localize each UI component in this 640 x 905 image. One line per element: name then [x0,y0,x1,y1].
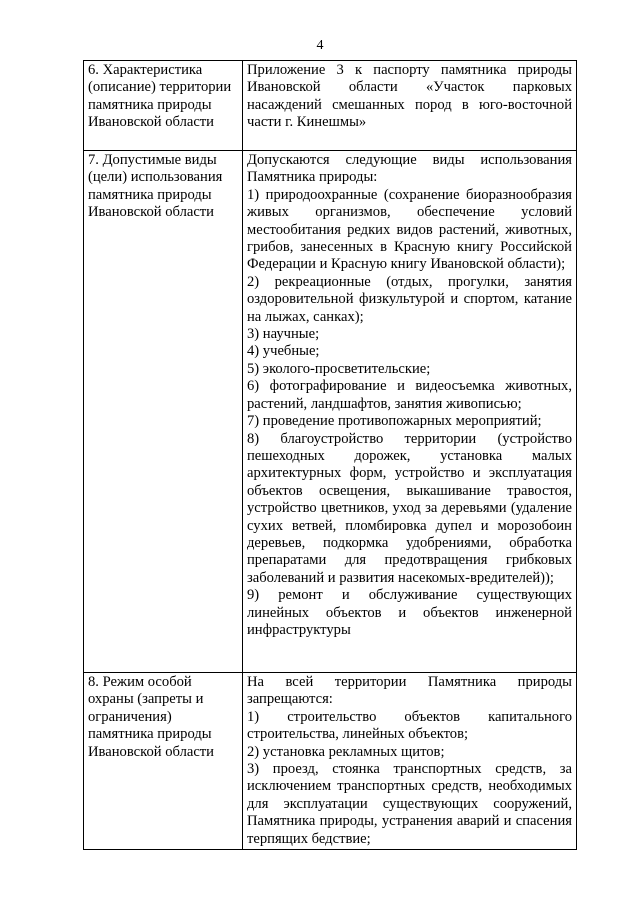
page-number: 4 [316,38,324,53]
row-label: 8. Режим особой охраны (запреты и ограничения) памятника природы Ивановской области [84,673,243,850]
content-paragraph: 4) учебные; [247,343,320,360]
row-label: 6. Характеристика (описание) территории памятника природы Ивановской области [84,61,243,151]
content-paragraph: На всей территории Памятника природы запрещаются: [247,674,572,708]
table-row [84,61,577,151]
content-paragraph: 3) проезд, стоянка транспортных средств, за исключением транспортных средств, необходимых для эксплуатации существующих сооружений, Памятника природы, устранения аварий и спасения терпящих бедствие; [247,761,572,847]
content-paragraph: 3) научные; [247,326,320,343]
content-paragraph: 1) строительство объектов капитального строительства, линейных объектов; [247,708,572,743]
table-row [84,673,577,850]
content-paragraph: 8) благоустройство территории (устройство пешеходных дорожек, установка малых архитектурных форм, устройство и эксплуатация объектов освещения, выкашивание травостоя, устройство цветников, уход за деревьями (удаление сухих ветвей, пломбировка дупел и морозобоин деревьев, подкормка удобрениями, обработка препаратами для предотвращения грибковых заболеваний и развития насекомых-вредителей)); [247,430,572,586]
content-paragraph: 1) природоохранные (сохранение биоразнообразия живых организмов, обеспечение условий местообитания редких видов растений, животных, грибов, занесенных в Красную книгу Российской Федерации и Красную книгу Ивановской области); [247,186,572,273]
row-content [243,151,577,673]
content-paragraph: 5) эколого-просветительские; [247,360,431,377]
content-paragraph: 2) рекреационные (отдых, прогулки, занятия оздоровительной физкультурой и спортом, катание на лыжах, санках); [247,273,572,325]
content-paragraph: Допускаются следующие виды использования Памятника природы: [247,152,572,186]
passport-table [83,60,577,850]
content-paragraph: 9) ремонт и обслуживание существующих линейных объектов и объектов инженерной инфраструктуры [247,587,572,638]
content-paragraph: 2) установка рекламных щитов; [247,743,445,760]
content-paragraph: Приложение 3 к паспорту памятника природы Ивановской области «Участок парковых насаждений смешанных пород в юго-восточной части г. Кинешмы» [247,62,572,131]
row-content [243,673,577,850]
content-paragraph: 6) фотографирование и видеосъемка животных, растений, ландшафтов, занятия живописью; [247,378,572,412]
content-paragraph: 7) проведение противопожарных мероприятий; [247,413,542,430]
row-label: 7. Допустимые виды (цели) использования памятника природы Ивановской области [84,151,243,673]
table-row [84,151,577,673]
row-content [243,61,577,151]
